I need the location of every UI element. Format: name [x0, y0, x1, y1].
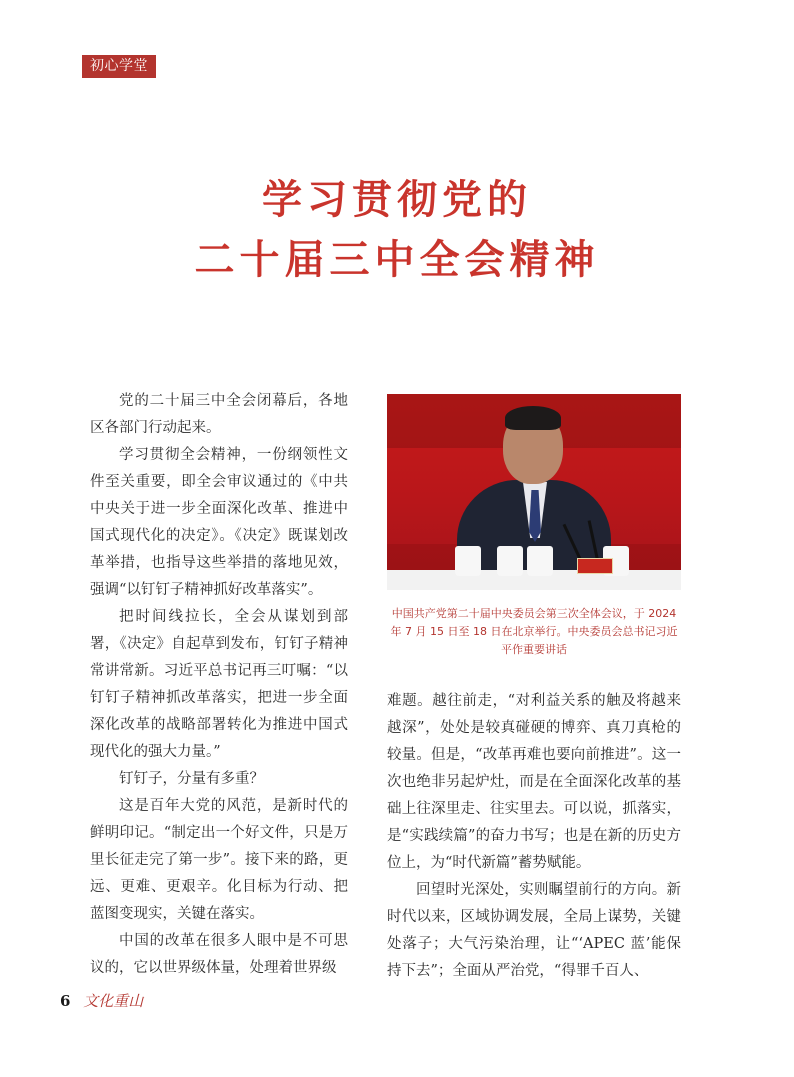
- left-column: [90, 388, 348, 982]
- paragraph: 这是百年大党的风范，是新时代的鲜明印记。“制定出一个好文件，只是万里长征走完了第一步”。接下来的路，更远、更难、更艰辛。化目标为行动、把蓝图变现实，关键在落实。: [90, 798, 348, 922]
- paragraph: 钉钉子，分量有多重？: [119, 771, 264, 787]
- paragraph: 中国的改革在很多人眼中是不可思议的，它以世界级体量，处理着世界级: [90, 933, 348, 976]
- paragraph: 难题。越往前走，“对利益关系的触及将越来越深”，处处是较真碰硬的博弈、真刀真枪的较量。但是，“改革再难也要向前推进”。这一次也绝非另起炉灶，而是在全面深化改革的基础上往深里走、往实里去。可以说，抓落实，是“实践续篇”的奋力书写；也是在新的历史方位上，为“时代新篇”蓄势赋能。: [387, 693, 681, 871]
- article-title-line-2: 二十届三中全会精神: [194, 237, 600, 283]
- magazine-logo: 文化重山: [83, 992, 144, 1010]
- page-footer: [60, 990, 143, 1011]
- page-number: 6: [60, 992, 71, 1010]
- right-column: [387, 688, 681, 985]
- paragraph: 学习贯彻全会精神，一份纲领性文件至关重要，即全会审议通过的《中共中央关于进一步全面深化改革、推进中国式现代化的决定》。《决定》既谋划改革举措，也指导这些举措的落地见效，强调“以钉钉子精神抓好改革落实”。: [90, 447, 348, 598]
- article-photo: [387, 394, 681, 590]
- paragraph: 把时间线拉长，全会从谋划到部署，《决定》自起草到发布，钉钉子精神常讲常新。习近平总书记再三叮嘱：“以钉钉子精神抓改革落实，把进一步全面深化改革的战略部署转化为推进中国式现代化的强大力量。”: [90, 609, 348, 760]
- section-tag: 初心学堂: [82, 55, 156, 78]
- paragraph: 党的二十届三中全会闭幕后，各地区各部门行动起来。: [90, 393, 348, 436]
- paragraph: 回望时光深处，实则瞩望前行的方向。新时代以来，区域协调发展，全局上谋势，关键处落子；大气污染治理，让“‘APEC 蓝’能保持下去”；全面从严治党，“得罪千百人、: [387, 882, 681, 979]
- article-title-line-1: 学习贯彻党的: [262, 177, 532, 223]
- photo-caption: 中国共产党第二十届中央委员会第三次全体会议，于 2024 年 7 月 15 日至 18 日在北京举行。中央委员会总书记习近平作重要讲话: [390, 607, 678, 656]
